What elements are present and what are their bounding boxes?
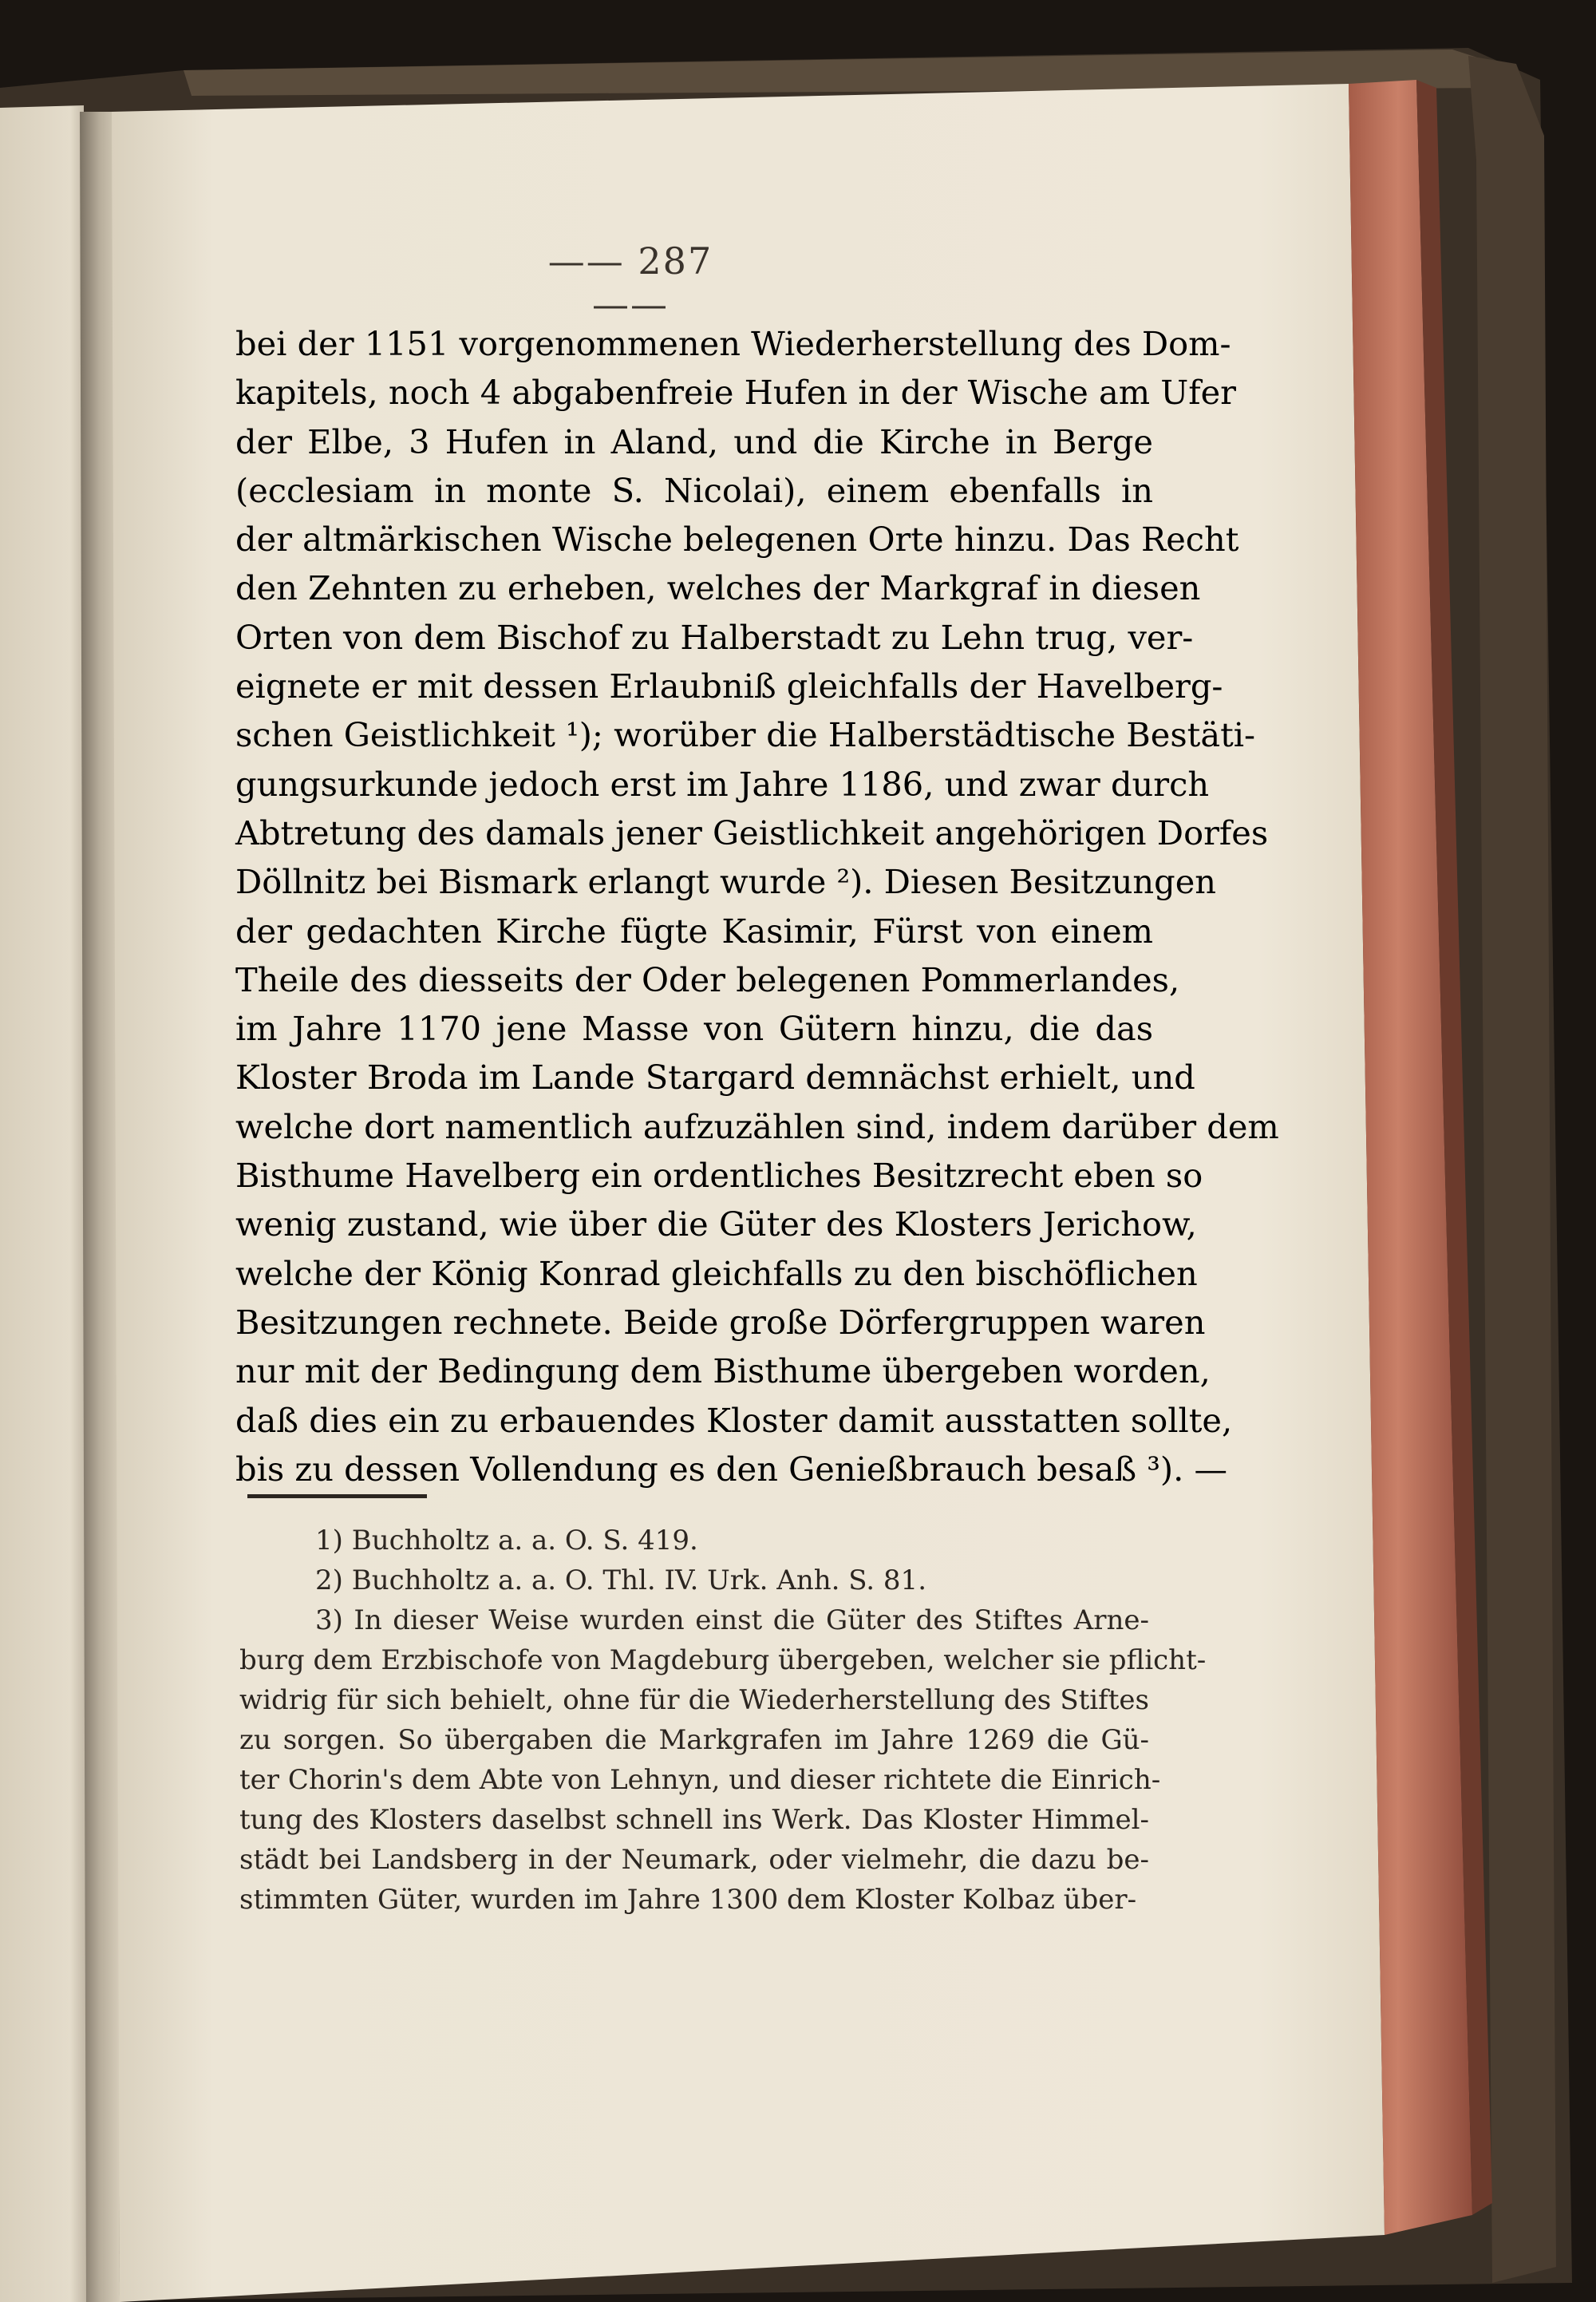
body-line: Abtretung des damals jener Geistlichkeit angehörigen Dorfes [235, 813, 1269, 852]
body-line: Besitzungen rechnete. Beide große Dörfergruppen waren [235, 1302, 1206, 1342]
body-line: der gedachten Kirche fügte Kasimir, Fürst von einem [235, 911, 1153, 951]
footnote-line: widrig für sich behielt, ohne für die Wiederherstellung des Stiftes [239, 1684, 1149, 1716]
body-line: Theile des diesseits der Oder belegenen Pommerlandes, [235, 959, 1180, 999]
body-text [235, 319, 1279, 1493]
footnote-line: 2) Buchholtz a. a. O. Thl. IV. Urk. Anh. S. 81. [315, 1564, 926, 1596]
body-line: nur mit der Bedingung dem Bisthume übergeben worden, [235, 1351, 1211, 1391]
body-line: gungsurkunde jedoch erst im Jahre 1186, und zwar durch [235, 764, 1210, 804]
body-line: der Elbe, 3 Hufen in Aland, und die Kirche in Berge [235, 421, 1153, 461]
dash-right: —— [592, 283, 669, 326]
body-line: im Jahre 1170 jene Masse von Gütern hinzu, die das [235, 1009, 1153, 1049]
body-line: welche der König Konrad gleichfalls zu den bischöflichen [235, 1253, 1198, 1293]
page-number [511, 239, 750, 326]
footnote-line: städt bei Landsberg in der Neumark, oder vielmehr, die dazu be- [239, 1844, 1149, 1876]
footnote-line: ter Chorin's dem Abte von Lehnyn, und dieser richtete die Einrich- [239, 1764, 1161, 1796]
left-page [0, 105, 88, 2302]
body-line: welche dort namentlich aufzuzählen sind, indem darüber dem [235, 1106, 1279, 1146]
footnotes [239, 1521, 1207, 1920]
footnote-line: 1) Buchholtz a. a. O. S. 419. [315, 1525, 698, 1556]
body-line: Bisthume Havelberg ein ordentliches Besitzrecht eben so [235, 1156, 1203, 1196]
body-line: den Zehnten zu erheben, welches der Markgraf in diesen [235, 568, 1201, 608]
body-line: Döllnitz bei Bismark erlangt wurde ²). Diesen Besitzungen [235, 862, 1217, 902]
body-line: der altmärkischen Wische belegenen Orte hinzu. Das Recht [235, 520, 1239, 560]
footnote-line: 3) In dieser Weise wurden einst die Güter des Stiftes Arne- [315, 1604, 1149, 1636]
body-line: eignete er mit dessen Erlaubniß gleichfalls der Havelberg- [235, 666, 1223, 706]
body-line: wenig zustand, wie über die Güter des Klosters Jerichow, [235, 1204, 1197, 1244]
body-line: Kloster Broda im Lande Stargard demnächst erhielt, und [235, 1058, 1195, 1098]
body-line: kapitels, noch 4 abgabenfreie Hufen in der Wische am Ufer [235, 373, 1236, 413]
body-line: bei der 1151 vorgenommenen Wiederherstellung des Dom- [235, 324, 1231, 363]
body-line: bis zu dessen Vollendung es den Genießbrauch besaß ³). — [235, 1449, 1227, 1489]
body-line: (ecclesiam in monte S. Nicolai), einem ebenfalls in [235, 470, 1153, 510]
body-line: daß dies ein zu erbauendes Kloster damit ausstatten sollte, [235, 1400, 1233, 1440]
footnote-line: stimmten Güter, wurden im Jahre 1300 dem Kloster Kolbaz über- [239, 1884, 1137, 1916]
page-number-value: 287 [638, 239, 713, 283]
footnote-line: tung des Klosters daselbst schnell ins Werk. Das Kloster Himmel- [239, 1804, 1149, 1836]
footnote-line: zu sorgen. So übergaben die Markgrafen im Jahre 1269 die Gü- [239, 1724, 1149, 1756]
footnote-separator [247, 1494, 427, 1498]
footnote-line: burg dem Erzbischofe von Magdeburg übergeben, welcher sie pflicht- [239, 1644, 1207, 1676]
body-line: Orten von dem Bischof zu Halberstadt zu Lehn trug, ver- [235, 617, 1194, 657]
dash-left: —— [547, 239, 625, 283]
body-line: schen Geistlichkeit ¹); worüber die Halberstädtische Bestäti- [235, 715, 1256, 755]
